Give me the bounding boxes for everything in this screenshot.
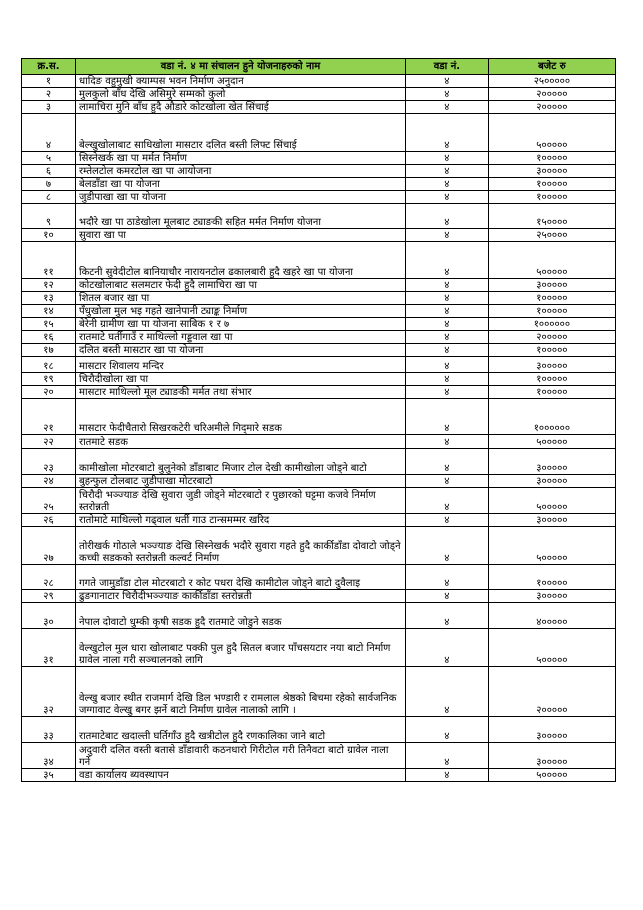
row-project-name: सुवारा खा पा — [76, 229, 406, 242]
row-budget: ३००००० — [488, 743, 615, 769]
row-ward: ४ — [406, 514, 489, 527]
row-serial: २९ — [22, 590, 76, 603]
row-budget: ५००००० — [488, 527, 615, 565]
row-ward: ४ — [406, 435, 489, 449]
row-ward: ४ — [406, 769, 489, 782]
table-row — [22, 435, 616, 449]
table-header-row — [22, 59, 616, 75]
row-serial: ४ — [22, 114, 76, 152]
table-row — [22, 318, 616, 331]
row-project-name: कामीखोला मोटरबाटो बुलुनेको डाँडाबाट मिजार टोल देखी कामीखोला जोड्ने बाटो — [76, 449, 406, 475]
table-row — [22, 88, 616, 101]
row-budget: १००००० — [488, 191, 615, 204]
row-ward: ४ — [406, 292, 489, 305]
row-project-name: चिरौदीखोला खा पा — [76, 373, 406, 386]
row-budget: ३००००० — [488, 475, 615, 488]
row-serial: २६ — [22, 514, 76, 527]
row-project-name: कोटखोलाबाट सलमटार फेदी हुदै लामाचिरा खा पा — [76, 279, 406, 292]
table-row — [22, 331, 616, 344]
row-project-name: रातोमाटे माथिल्लो गढ्वाल धर्ती गाउ टान्समम्मर खरिद — [76, 514, 406, 527]
row-project-name: पँधुखोला मुल भइ गहते खानेपानी ट्याङ्क निर्माण — [76, 305, 406, 318]
row-ward: ४ — [406, 204, 489, 229]
row-serial: २३ — [22, 449, 76, 475]
row-budget: १००००० — [488, 178, 615, 191]
row-project-name: रम्तेलटोल कमरटोल खा पा आयोजना — [76, 165, 406, 178]
row-project-name: ढुङगानाटार चिरौदीभञ्ज्याङ कार्कीडाँडा स्तरोन्नती — [76, 590, 406, 603]
row-serial: ३२ — [22, 667, 76, 717]
row-project-name: रातमाटे सडक — [76, 435, 406, 449]
row-budget: ३००००० — [488, 449, 615, 475]
table-row — [22, 667, 616, 717]
row-ward: ४ — [406, 527, 489, 565]
row-budget: १००००० — [488, 344, 615, 357]
table-row — [22, 399, 616, 435]
row-budget: ५००००० — [488, 629, 615, 667]
row-budget: १५०००० — [488, 204, 615, 229]
row-project-name: जुडीपाखा खा पा योजना — [76, 191, 406, 204]
table-row — [22, 527, 616, 565]
row-budget: १०००००० — [488, 399, 615, 435]
row-ward: ४ — [406, 152, 489, 165]
row-budget: ३००००० — [488, 717, 615, 743]
row-serial: २० — [22, 386, 76, 399]
row-ward: ४ — [406, 717, 489, 743]
row-ward: ४ — [406, 229, 489, 242]
row-project-name: वेल्खुटोल मुल धारा खोलाबाट पक्की पुल हुदै सितल बजार पाँचसयटार नया बाटो निर्माण ग्रावेल नाला गरी सञ्चालनको लागि — [76, 629, 406, 667]
row-budget: २५००००० — [488, 75, 615, 88]
row-project-name: बेरेनी ग्रामीण खा पा योजना साबिक १ र ७ — [76, 318, 406, 331]
row-ward: ४ — [406, 279, 489, 292]
table-row — [22, 178, 616, 191]
row-budget: ३००००० — [488, 514, 615, 527]
row-budget: ५००००० — [488, 769, 615, 782]
table-row — [22, 488, 616, 514]
table-row — [22, 114, 616, 152]
row-serial: ६ — [22, 165, 76, 178]
row-serial: ३३ — [22, 717, 76, 743]
row-ward: ४ — [406, 386, 489, 399]
row-serial: २८ — [22, 565, 76, 590]
table-row — [22, 769, 616, 782]
row-ward: ४ — [406, 114, 489, 152]
row-project-name: मासटार माथिल्लो मूल ट्याङकी मर्मत तथा संभार — [76, 386, 406, 399]
row-budget: १००००० — [488, 565, 615, 590]
row-serial: २२ — [22, 435, 76, 449]
row-serial: ७ — [22, 178, 76, 191]
row-serial: १६ — [22, 331, 76, 344]
row-budget: १००००० — [488, 305, 615, 318]
row-serial: १९ — [22, 373, 76, 386]
table-row — [22, 514, 616, 527]
row-project-name: गगते जामुडाँडा टोल मोटरबाटो र कोट पधरा देखि कामीटोल जोड्ने बाटो दुवैलाइ — [76, 565, 406, 590]
row-project-name: रातमाटे घर्तीगाउँ र माथिल्लो गड्डवाल खा पा — [76, 331, 406, 344]
row-budget: ५००००० — [488, 242, 615, 279]
row-budget: १००००० — [488, 152, 615, 165]
row-serial: २ — [22, 88, 76, 101]
row-budget: २५०००० — [488, 229, 615, 242]
row-ward: ४ — [406, 565, 489, 590]
table-row — [22, 717, 616, 743]
row-serial: ८ — [22, 191, 76, 204]
row-project-name: नेपाल दोवाटो धुम्की कृषी सडक हुदै रातमाटे जोडुने सडक — [76, 603, 406, 629]
table-row — [22, 165, 616, 178]
row-serial: ५ — [22, 152, 76, 165]
table-row — [22, 204, 616, 229]
row-project-name: लामाचिरा मुनि बाँध हुदै औडारे कोटखोला खेत सिंचाई — [76, 101, 406, 114]
row-serial: २५ — [22, 488, 76, 514]
row-ward: ४ — [406, 88, 489, 101]
table-row — [22, 75, 616, 88]
row-ward: ४ — [406, 667, 489, 717]
table-row — [22, 242, 616, 279]
header-ward: वडा नं. — [406, 59, 489, 75]
row-ward: ४ — [406, 743, 489, 769]
table-row — [22, 279, 616, 292]
row-serial: ३१ — [22, 629, 76, 667]
row-budget: ४००००० — [488, 603, 615, 629]
row-ward: ४ — [406, 399, 489, 435]
row-project-name: बेल्खुखोलाबाट साधिखोला मासटार दलित बस्ती लिफ्ट सिंचाई — [76, 114, 406, 152]
row-project-name: रातमाटेबाट खदाल्ती घर्तिगाँउ हुदै खत्रीटोल हुदै रणकालिका जाने बाटो — [76, 717, 406, 743]
row-budget: १०००००० — [488, 318, 615, 331]
header-project-name: वडा नं. ४ मा संचालन हुने योजनाहरुको नाम — [76, 59, 406, 75]
row-project-name: किटनी सुवेदीटोल बानियाचौर नारायनटोल ढकालबारी हुदै खहरे खा पा योजना — [76, 242, 406, 279]
row-serial: ३ — [22, 101, 76, 114]
row-budget: २००००० — [488, 667, 615, 717]
row-budget: २००००० — [488, 88, 615, 101]
row-serial: १२ — [22, 279, 76, 292]
row-budget: ३००००० — [488, 279, 615, 292]
row-budget: ३००००० — [488, 590, 615, 603]
table-row — [22, 386, 616, 399]
table-row — [22, 229, 616, 242]
row-project-name: मुलकुलो बाँध देखि असिमुरे सम्मको कुलो — [76, 88, 406, 101]
table-row — [22, 305, 616, 318]
row-serial: १३ — [22, 292, 76, 305]
table-row — [22, 152, 616, 165]
table-row — [22, 101, 616, 114]
row-ward: ४ — [406, 603, 489, 629]
row-project-name: बुहन्फुल टोलबाट जुडीपाखा मोटरबाटो — [76, 475, 406, 488]
row-serial: २७ — [22, 527, 76, 565]
row-ward: ४ — [406, 590, 489, 603]
row-ward: ४ — [406, 475, 489, 488]
row-budget: १००००० — [488, 386, 615, 399]
row-budget: १००००० — [488, 292, 615, 305]
row-ward: ४ — [406, 75, 489, 88]
row-project-name: धादिङ वहुमुखी क्याम्पस भवन निर्माण अनुदान — [76, 75, 406, 88]
table-row — [22, 344, 616, 357]
table-row — [22, 565, 616, 590]
table-row — [22, 357, 616, 373]
header-serial: क्र.स. — [22, 59, 76, 75]
row-project-name: मासटार शिवालय मन्दिर — [76, 357, 406, 373]
row-budget: ३००००० — [488, 357, 615, 373]
row-ward: ४ — [406, 101, 489, 114]
row-project-name: चिरौदी भञ्ज्याङ देखि सुवारा जुडी जोड्ने मोटरबाटो र पुछारको घट्टमा कजवे निर्माण स्तरोन्नती — [76, 488, 406, 514]
row-budget: १००००० — [488, 373, 615, 386]
row-ward: ४ — [406, 357, 489, 373]
row-project-name: बेलडाँडा खा पा योजना — [76, 178, 406, 191]
row-ward: ४ — [406, 242, 489, 279]
row-project-name: अदुवारी दलित वस्ती बतासे डाँडावारी कठनधारो गिरीटोल गरी तिनैवटा बाटो ग्रावेल नाला गर्ने — [76, 743, 406, 769]
row-project-name: शितल बजार खा पा — [76, 292, 406, 305]
row-budget: ५००००० — [488, 114, 615, 152]
row-ward: ४ — [406, 373, 489, 386]
row-project-name: मासटार फेदीचैतारो सिखरकटेरी चरिअमीले गिद्‍मारे सडक — [76, 399, 406, 435]
row-budget: ५००००० — [488, 435, 615, 449]
table-row — [22, 475, 616, 488]
row-ward: ४ — [406, 165, 489, 178]
row-serial: १० — [22, 229, 76, 242]
table-row — [22, 449, 616, 475]
row-project-name: भदौरे खा पा ठाडेखोला मूलबाट ट्याङकी सहित मर्मत निर्माण योजना — [76, 204, 406, 229]
row-project-name: सिस्नेखर्क खा पा मर्मत निर्माण — [76, 152, 406, 165]
row-ward: ४ — [406, 331, 489, 344]
row-serial: १८ — [22, 357, 76, 373]
row-project-name: तोरीखर्क गोठाले भञ्ज्याङ देखि सिस्नेखर्क भदौरे सुवारा गहते हुदै कार्कीडाँडा दोवाटो जोड्ने कच्ची सडकको स्तरोन्नती कल्वर्ट निर्माण — [76, 527, 406, 565]
row-ward: ४ — [406, 629, 489, 667]
row-budget: २००००० — [488, 101, 615, 114]
row-serial: ३० — [22, 603, 76, 629]
row-serial: ३४ — [22, 743, 76, 769]
row-serial: १७ — [22, 344, 76, 357]
row-serial: ९ — [22, 204, 76, 229]
table-row — [22, 373, 616, 386]
row-ward: ४ — [406, 191, 489, 204]
row-ward: ४ — [406, 305, 489, 318]
budget-table — [21, 58, 616, 782]
row-budget: ३००००० — [488, 165, 615, 178]
row-project-name: वेल्खु बजार स्थीत राजमार्ग देखि डिल भण्डारी र रामलाल श्रेष्ठको बिचमा रहेको सार्वजनिक जग्गावाट वेल्खु बगर झर्ने बाटो निर्माण ग्रावेल नालाको लागि । — [76, 667, 406, 717]
header-budget: बजेट रु — [488, 59, 615, 75]
row-project-name: वडा कार्यालय ब्यवस्थापन — [76, 769, 406, 782]
row-ward: ४ — [406, 488, 489, 514]
row-serial: २१ — [22, 399, 76, 435]
row-ward: ४ — [406, 449, 489, 475]
row-serial: ११ — [22, 242, 76, 279]
row-serial: १५ — [22, 318, 76, 331]
row-serial: ३५ — [22, 769, 76, 782]
table-row — [22, 191, 616, 204]
table-row — [22, 590, 616, 603]
row-serial: १ — [22, 75, 76, 88]
row-ward: ४ — [406, 178, 489, 191]
row-budget: ५००००० — [488, 488, 615, 514]
row-serial: १४ — [22, 305, 76, 318]
row-ward: ४ — [406, 318, 489, 331]
table-row — [22, 629, 616, 667]
row-serial: २४ — [22, 475, 76, 488]
table-row — [22, 292, 616, 305]
table-row — [22, 603, 616, 629]
row-ward: ४ — [406, 344, 489, 357]
row-budget: २००००० — [488, 331, 615, 344]
row-project-name: दलित बस्ती मासटार खा पा योजना — [76, 344, 406, 357]
table-row — [22, 743, 616, 769]
